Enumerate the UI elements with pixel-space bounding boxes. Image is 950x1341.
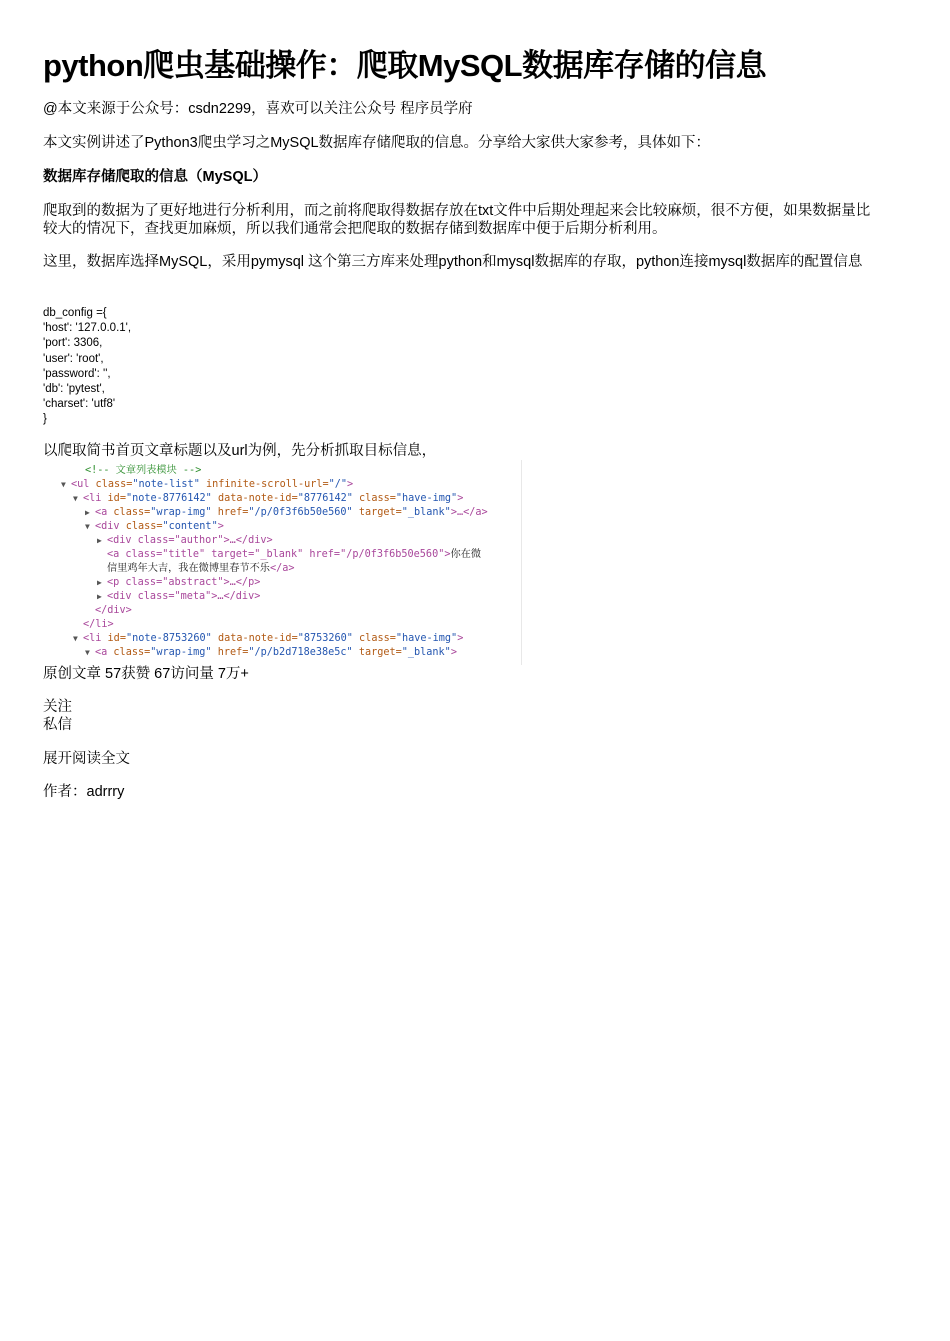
source-line: @本文来源于公众号：csdn2299，喜欢可以关注公众号 程序员学府 xyxy=(43,101,473,117)
code-title-line-2: 信里鸡年大吉，我在微博里春节不乐</a> xyxy=(107,563,295,574)
code-abstract-line: ▶ <p class="abstract">…</p> xyxy=(97,576,260,590)
collapse-triangle-icon[interactable]: ▶ xyxy=(85,508,90,517)
expand-triangle-icon[interactable]: ▼ xyxy=(85,522,90,531)
follow-button[interactable]: 关注 xyxy=(43,699,72,715)
author-stats: 原创文章 57获赞 67访问量 7万+ xyxy=(43,666,249,682)
code-li-line: ▼ <li id="note-8776142" data-note-id="8776142" class="have-img"> xyxy=(73,492,463,506)
code-li-close-line: </li> xyxy=(83,619,114,630)
article-title: python爬虫基础操作：爬取MySQL数据库存储的信息 xyxy=(43,48,767,83)
paragraph-pymysql: 这里，数据库选择MySQL，采用pymysql 这个第三方库来处理python和mysql数据库的存取，python连接mysql数据库的配置信息 xyxy=(43,254,863,270)
code-div-content-line: ▼ <div class="content"> xyxy=(85,520,224,534)
collapse-triangle-icon[interactable]: ▶ xyxy=(97,592,102,601)
html-source-screenshot xyxy=(59,460,522,665)
expand-triangle-icon[interactable]: ▼ xyxy=(61,480,66,489)
expand-triangle-icon[interactable]: ▼ xyxy=(73,494,78,503)
author-line: 作者：adrrry xyxy=(43,784,125,800)
expand-triangle-icon[interactable]: ▼ xyxy=(73,634,78,643)
code-a-line: ▶ <a class="wrap-img" href="/p/0f3f6b50e560" target="_blank">…</a> xyxy=(85,506,488,520)
code-title-line: <a class="title" target="_blank" href="/p/0f3f6b50e560">你在微 xyxy=(107,549,482,560)
code-ul-line: ▼ <ul class="note-list" infinite-scroll-url="/"> xyxy=(61,478,353,492)
code-div-close-line: </div> xyxy=(95,605,132,616)
collapse-triangle-icon[interactable]: ▶ xyxy=(97,536,102,545)
code-author-line: ▶ <div class="author">…</div> xyxy=(97,534,273,548)
code-a2-line: ▼ <a class="wrap-img" href="/p/b2d718e38e5c" target="_blank"> xyxy=(85,646,457,660)
paragraph-storage-reason: 爬取到的数据为了更好地进行分析利用，而之前将爬取得数据存放在txt文件中后期处理起来会比较麻烦，很不方便，如果数据量比较大的情况下，查找更加麻烦，所以我们通常会把爬取的数据存储到数据库中便于后期分析利用。 xyxy=(43,203,871,237)
intro-paragraph: 本文实例讲述了Python3爬虫学习之MySQL数据库存储爬取的信息。分享给大家供大家参考，具体如下： xyxy=(43,135,711,151)
message-button[interactable]: 私信 xyxy=(43,717,72,733)
db-config-code: db_config ={ 'host': '127.0.0.1', 'port': 3306, 'user': 'root', 'password': '', 'db': 'pytest', 'charset': 'utf8' } xyxy=(43,307,132,426)
code-comment-line: <!-- 文章列表模块 --> xyxy=(85,465,202,476)
collapse-triangle-icon[interactable]: ▶ xyxy=(97,578,102,587)
paragraph-target-analysis: 以爬取简书首页文章标题以及url为例，先分析抓取目标信息， xyxy=(43,443,437,459)
expand-triangle-icon[interactable]: ▼ xyxy=(85,648,90,657)
code-meta-line: ▶ <div class="meta">…</div> xyxy=(97,590,260,604)
section-heading: 数据库存储爬取的信息（MySQL） xyxy=(43,169,267,185)
expand-full-text-button[interactable]: 展开阅读全文 xyxy=(43,751,130,767)
code-li2-line: ▼ <li id="note-8753260" data-note-id="8753260" class="have-img"> xyxy=(73,632,463,646)
